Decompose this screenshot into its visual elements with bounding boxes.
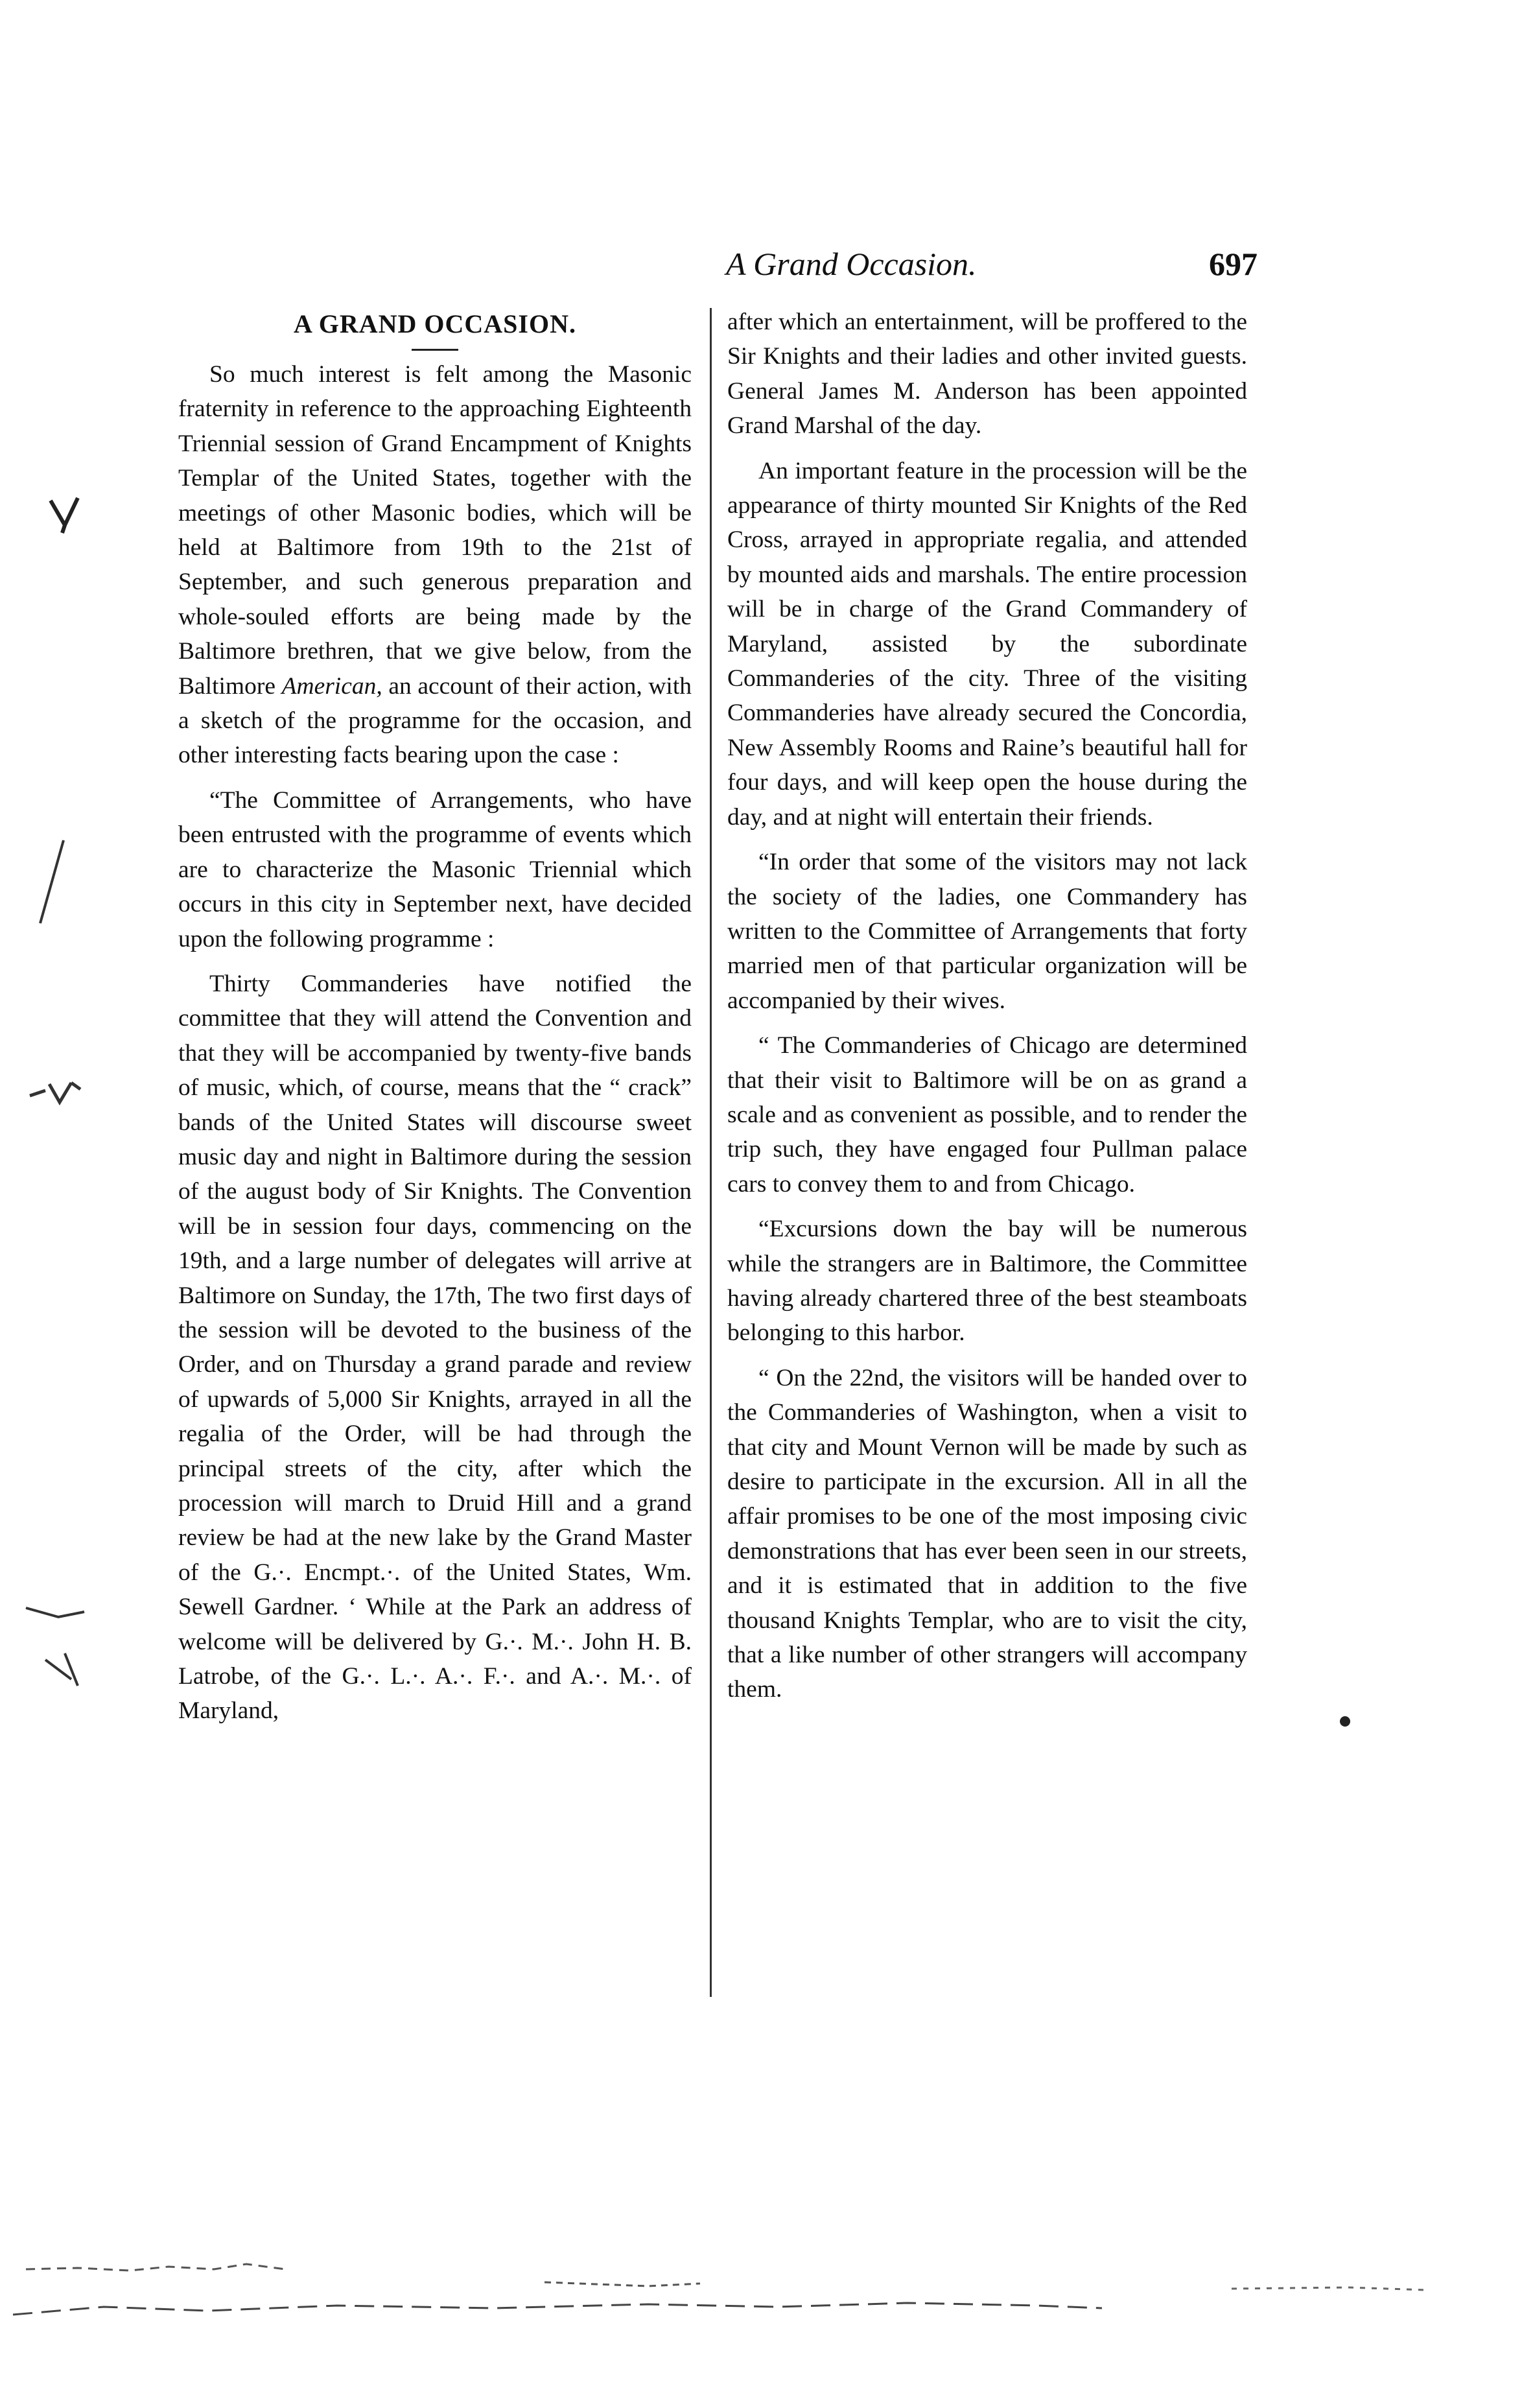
paragraph-intro [178,357,692,773]
margin-mark-top [45,493,84,538]
paragraph-chicago: “ The Commanderies of Chicago are determined that their visit to Baltimore will be on as grand a scale and as convenient as possible, and to render the trip such, they have engaged four Pullman palace cars to convey them to and from Chicago. [727,1032,1247,1198]
paragraph-excursions: “Excursions down the bay will be numerous while the strangers are in Baltimore, the Committee having already chartered three of the best steamboats belonging to this harbor. [727,1216,1247,1347]
margin-dot-right [1335,1712,1355,1731]
article-title: A GRAND OCCASION. [294,309,576,338]
newspaper-name: American, [281,672,382,700]
paragraph-washington: “ On the 22nd, the visitors will be handed over to the Commanderies of Washington, when a visit to that city and Mount Vernon will be made by such as desire to participate in the excursion. All in all the affair promises to be one of the most imposing civic demonstrations that has ever been seen in our streets, and it is estimated that in addition to the five thousand Knights Templar, who are to visit the city, that a like number of other strangers will accompany them. [727,1364,1247,1703]
running-title: A Grand Occasion. [726,246,977,282]
margin-mark-middle [26,1076,84,1115]
title-rule [412,349,458,351]
margin-mark-slash [32,836,71,927]
column-divider [710,308,712,1997]
paragraph-ladies: “In order that some of the visitors may not lack the society of the ladies, one Commandery has written to the Committee of Arrangements that forty married men of that particular organization will be accompanied by their wives. [727,849,1247,1014]
paragraph-intro-text: So much interest is felt among the Masonic fraternity in reference to the approaching Eighteenth Triennial session of Grand Encampment of Knights Templar of the United States, together with the meetings of other Masonic bodies, which will be held at Baltimore from 19th to the 21st of September, and such generous preparation and whole-souled efforts are being made by the Baltimore brethren, that we give below, from the Baltimore [178,361,692,700]
running-head [726,245,1258,290]
right-column [727,305,1247,1717]
left-column [178,305,692,1739]
paragraph-procession: An important feature in the procession will be the appearance of thirty mounted Sir Knights of the Red Cross, arrayed in appropriate regalia, and attended by mounted aids and marshals. The entire procession will be in charge of the Grand Commandery of Maryland, assisted by the subordinate Commanderies of the city. Three of the visiting Commanderies have already secured the Concordia, New Assembly Rooms and Raine’s beautiful hall for four days, and will keep open the house during the day, and at night will entertain their friends. [727,457,1247,831]
scan-edge-marks [0,2230,1522,2334]
paragraph-commanderies: Thirty Commanderies have notified the committee that they will attend the Convention and that they will be accompanied by twenty-five bands of music, which, of course, means that the “ crack” bands of the United States will discourse sweet music day and night in Baltimore during the session of the august body of Sir Knights. The Convention will be in session four days, commencing on the 19th, and a large number of delegates will arrive at Baltimore on Sunday, the 17th, The two first days of the session will be devoted to the business of the Order, and on Thursday a grand parade and review of upwards of 5,000 Sir Knights, arrayed in all the regalia of the Order, will be had through the principal streets of the city, after which the procession will march to Druid Hill and a grand review be had at the new lake by the Grand Master of the G.·. Encmpt.·. of the United States, Wm. Sewell Gardner. ‘ While at the Park an address of welcome will be delivered by G.·. M.·. John H. B. Latrobe, of the G.·. L.·. A.·. F.·. and A.·. M.·. of Maryland, [178,970,692,1725]
page-number: 697 [1209,246,1258,282]
paragraph-intro-tail: an account of their action, with a sketch of the programme for the occasion, and other interesting facts bearing upon the case : [178,672,692,769]
paragraph-entertainment: after which an entertainment, will be proffered to the Sir Knights and their ladies and other invited guests. General James M. Anderson has been appointed Grand Marshal of the day. [727,309,1247,440]
paragraph-committee: “The Committee of Arrangements, who have been entrusted with the programme of events which are to characterize the Masonic Triennial which occurs in this city in September next, have decided upon the following programme : [178,786,692,952]
margin-mark-lower [19,1588,97,1692]
